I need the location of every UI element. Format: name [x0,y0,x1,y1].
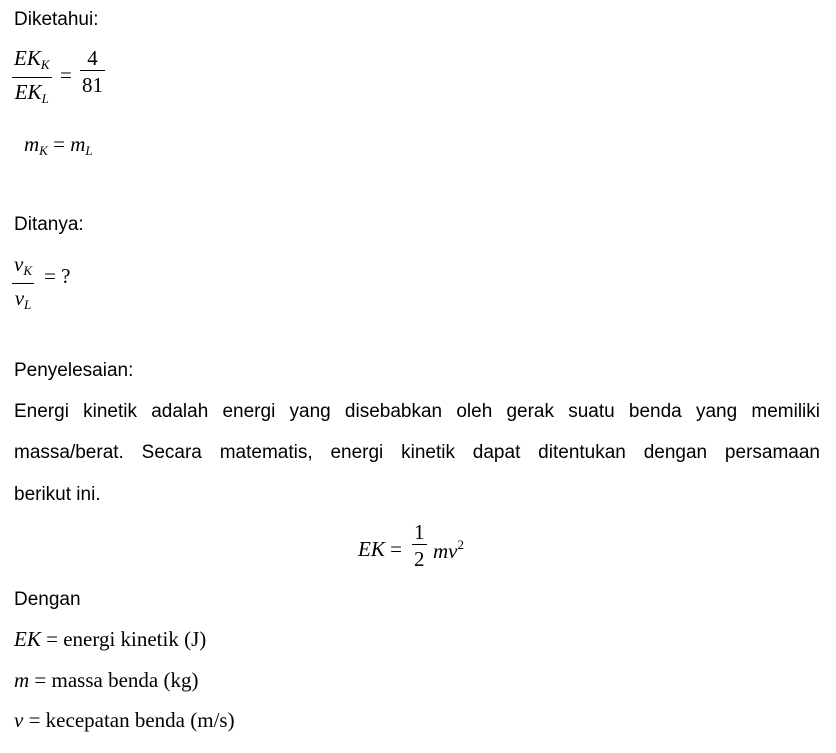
v-ratio-unknown: ? [61,264,71,288]
formula-lhs [358,537,402,562]
definition-text: massa benda (kg) [51,668,199,692]
ek-l-sub: L [41,91,49,107]
mass-equals: = [53,132,65,156]
vl-sub: L [24,297,32,313]
definition-equals: = [28,708,41,732]
ditanya-heading: Ditanya: [14,214,84,235]
mass-equality [24,132,93,159]
formula-mv-squared [433,537,464,564]
ek-l-base: EK [14,80,42,105]
vl-base: v [14,286,25,311]
ek-ratio-value [80,46,105,99]
dengan-label: Dengan [14,589,81,610]
v-ratio-fraction [12,252,34,319]
definition-v [14,708,235,733]
formula-half-den: 2 [414,547,425,572]
definition-symbol: EK [14,627,41,651]
formula-half-fraction [412,520,427,573]
diketahui-heading: Diketahui: [14,9,99,30]
mk-sub: K [39,143,48,158]
definition-ek [14,627,206,652]
v-ratio-equals: = [44,264,56,288]
definition-symbol: m [14,668,30,692]
mk-base: m [24,132,40,156]
formula-power: 2 [457,537,464,552]
formula-equals: = [390,537,402,561]
formula-mv: mv [433,539,458,563]
ml-sub: L [85,143,93,158]
paragraph-line-3: berikut ini. [14,484,101,505]
definition-m [14,668,198,693]
ml-base: m [70,132,86,156]
definition-equals: = [46,627,58,651]
ek-ratio-value-den: 81 [82,73,103,98]
definition-equals: = [34,668,47,692]
penyelesaian-heading: Penyelesaian: [14,360,134,381]
ek-ratio-value-num: 4 [87,46,98,70]
vk-base: v [14,252,24,276]
ek-k-sub: K [40,57,50,72]
definition-text: kecepatan benda (m/s) [45,708,235,732]
vk-sub: K [23,263,32,278]
ek-ratio-fraction [12,46,52,113]
v-ratio-equation [44,264,70,289]
formula-ek: EK [358,537,385,561]
ek-ratio-equals: = [60,63,72,87]
definition-symbol: v [14,708,24,732]
paragraph-line-2: massa/berat. Secara matematis, energi kinetik dapat ditentukan dengan persamaan [14,442,820,463]
formula-half-num: 1 [414,520,425,544]
ek-k-base: EK [14,46,41,70]
paragraph-line-1: Energi kinetik adalah energi yang disebabkan oleh gerak suatu benda yang memiliki [14,401,820,422]
definition-text: energi kinetik (J) [63,627,207,651]
